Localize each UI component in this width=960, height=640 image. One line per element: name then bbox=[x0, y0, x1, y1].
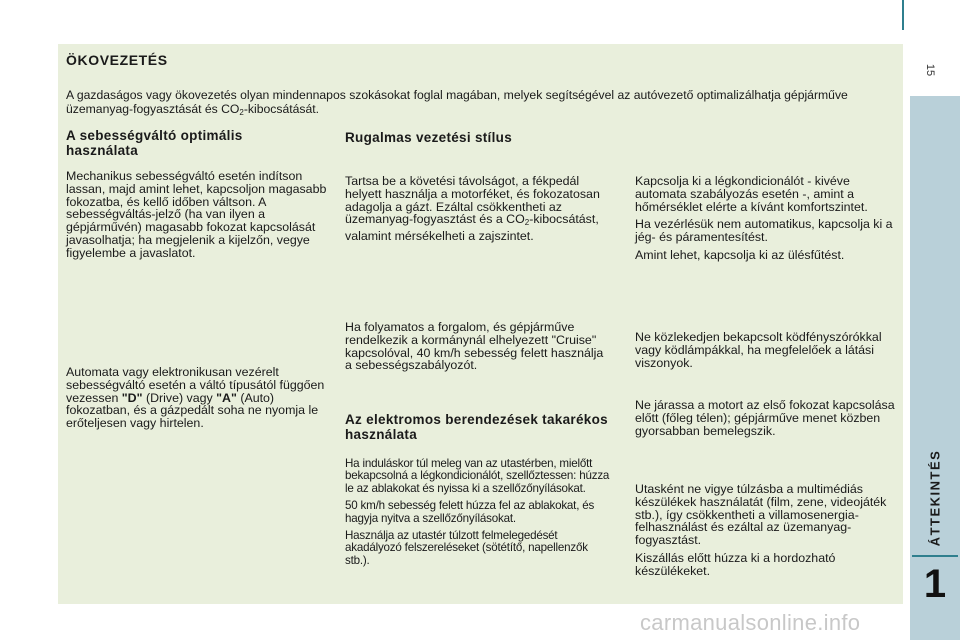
electrical-text-2: 50 km/h sebesség felett húzza fel az ablakokat, és hagyja nyitva a szellőzőnyílásokat. bbox=[345, 499, 595, 525]
cruise-control-text: Ha folyamatos a forgalom, és gépjárműve rendelkezik a kormánynál elhelyezett "Cruise" kapcsolóval, 40 km/h sebesség felett használja a sebességszabályozót. bbox=[345, 320, 604, 373]
col3-block-3 bbox=[635, 399, 897, 442]
chapter-label: ÁTTEKINTÉS bbox=[927, 449, 943, 547]
electrical-text-3: Használja az utastér túlzott felmelegedését akadályozó felszereléseket (sötétítő, napellenzők stb.). bbox=[345, 529, 588, 567]
col1-block-1 bbox=[66, 170, 328, 265]
fog-lamp-text: Ne közlekedjen bekapcsolt ködfényszórókkal vagy ködlámpákkal, ha megfelelőek a látási viszonyok. bbox=[635, 330, 882, 370]
col3-block-4 bbox=[635, 483, 897, 583]
watermark: carmanualsonline.info bbox=[640, 610, 861, 635]
seat-heating-text: Amint lehet, kapcsolja ki az ülésfűtést. bbox=[635, 247, 845, 262]
col1-block-2 bbox=[66, 366, 328, 435]
chapter-tab bbox=[910, 96, 960, 640]
page-number: 15 bbox=[924, 63, 936, 77]
aircon-text: Kapcsolja ki a légkondicionálót - kivéve automata szabályozás esetén -, amint a hőmérséklet elérte a kívánt komfortszintet. bbox=[635, 174, 868, 214]
intro-text: A gazdaságos vagy ökovezetés olyan mindennapos szokásokat foglal magában, melyek segítségével az autóvezető optimalizálhatja gépjárműve üzemanyag-fogyasztását és $CO_2$-kibocsátását. bbox=[66, 88, 848, 117]
col2-block-1 bbox=[345, 175, 607, 248]
col3-block-2 bbox=[635, 331, 897, 374]
heading-gearbox: A sebességváltó optimális használata bbox=[66, 128, 243, 158]
top-divider-line bbox=[902, 0, 904, 30]
multimedia-text: Utasként ne vigye túlzásba a multimédiás készülékek használatát (film, zene, videojáték stb.), így csökkentheti a villamosenergia-felhasználást és ezáltal az üzemanyag-fogyasztást. bbox=[635, 482, 887, 548]
defrost-text: Ha vezérlésük nem automatikus, kapcsolja ki a jég- és páramentesítést. bbox=[635, 217, 893, 245]
electrical-text-1: Ha induláskor túl meleg van az utastérben, mielőtt bekapcsolná a légkondicionálót, szellőztessen: húzza le az ablakokat és nyissa ki a szellőzőnyílásokat. bbox=[345, 457, 610, 495]
col2-block-3 bbox=[345, 458, 615, 572]
heading-driving-style: Rugalmas vezetési stílus bbox=[345, 130, 513, 145]
gearbox-automatic-text: Automata vagy elektronikusan vezérelt sebességváltó esetén a váltó típusától függően vezessen "D" (Drive) vagy "A" (Auto) fokozatban, és a gázpedált soha ne nyomja le erőteljesen vagy hirtelen. bbox=[66, 365, 325, 431]
unplug-devices-text: Kiszállás előtt húzza ki a hordozható készülékeket. bbox=[635, 550, 836, 578]
chapter-tab-divider bbox=[912, 555, 958, 557]
driving-style-text: Tartsa be a követési távolságot, a fékpedál helyett használja a motorféket, és fokozatosan adagolja a gázt. Ezáltal csökkentheti az üzemanyag-fogyasztást és a $CO_2$-kibocsátást, valamint mérsékelheti a zajszintet. bbox=[345, 174, 600, 244]
engine-idle-text: Ne járassa a motort az első fokozat kapcsolása előtt (főleg télen); gépjárműve menet közben gyorsabban bemelegszik. bbox=[635, 398, 895, 438]
col2-block-2 bbox=[345, 321, 607, 377]
gearbox-manual-text: Mechanikus sebességváltó esetén indítson lassan, majd amint lehet, kapcsoljon magasabb fokozatba, és kellő időben váltson. A sebességváltás-jelző (ha van ilyen a gépjárművén) magasabb fokozat kapcsolását javasolhatja; ha megjelenik a kijelzőn, vegye figyelembe a javaslatot. bbox=[66, 169, 327, 260]
heading-electrical: Az elektromos berendezések takarékos használata bbox=[345, 412, 608, 442]
chapter-number: 1 bbox=[923, 562, 947, 606]
section-title: ÖKOVEZETÉS bbox=[66, 52, 168, 68]
col3-block-1 bbox=[635, 175, 897, 267]
